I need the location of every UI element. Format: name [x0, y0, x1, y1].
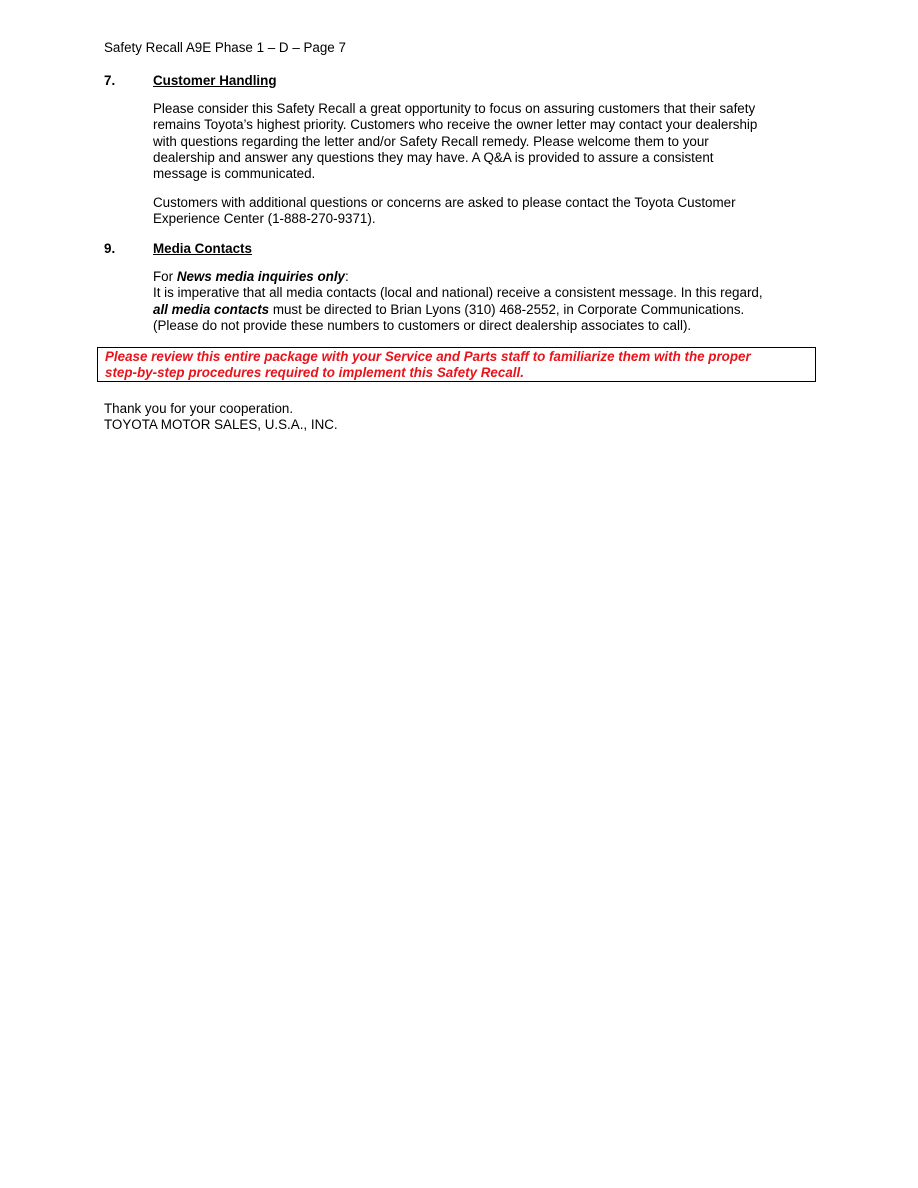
- customer-handling-paragraph-1: [153, 101, 818, 182]
- media-line-1: It is imperative that all media contacts (local and national) receive a consistent message. In this regard,: [153, 285, 763, 301]
- closing: [104, 401, 338, 434]
- notice-box: [97, 347, 816, 382]
- closing-thanks: Thank you for your cooperation.: [104, 401, 294, 416]
- notice-line: step-by-step procedures required to implement this Safety Recall.: [105, 365, 524, 381]
- paragraph-line: message is communicated.: [153, 166, 316, 182]
- inquiry-emphasis: News media inquiries only: [176, 269, 345, 284]
- paragraph-line: Experience Center (1-888-270-9371).: [153, 211, 376, 227]
- section-7-title: Customer Handling: [153, 73, 277, 88]
- section-9-number: 9.: [104, 241, 116, 256]
- inquiry-suffix: :: [345, 269, 349, 284]
- customer-handling-paragraph-2: [153, 195, 818, 228]
- media-line-3: (Please do not provide these numbers to customers or direct dealership associates to call).: [153, 317, 692, 333]
- paragraph-line: with questions regarding the letter and/or Safety Recall remedy. Please welcome them to your: [153, 133, 709, 149]
- section-9-title: Media Contacts: [153, 241, 252, 256]
- paragraph-line: dealership and answer any questions they may have. A Q&A is provided to assure a consistent: [153, 149, 714, 165]
- paragraph-line: remains Toyota’s highest priority. Customers who receive the owner letter may contact your dealership: [153, 117, 758, 133]
- inquiry-prefix: For: [153, 269, 177, 284]
- section-7-number: 7.: [104, 73, 116, 88]
- notice-line: Please review this entire package with your Service and Parts staff to familiarize them with the proper: [105, 349, 751, 364]
- media-line-2-rest: must be directed to Brian Lyons (310) 468-2552, in Corporate Communications.: [269, 301, 745, 317]
- media-emphasis: all media contacts: [153, 301, 270, 317]
- paragraph-line: Customers with additional questions or concerns are asked to please contact the Toyota Customer: [153, 195, 736, 210]
- media-contacts-paragraph: [153, 269, 818, 334]
- page-header: Safety Recall A9E Phase 1 – D – Page 7: [104, 40, 346, 55]
- media-line-2: [153, 302, 818, 318]
- paragraph-line: Please consider this Safety Recall a great opportunity to focus on assuring customers that their safety: [153, 101, 756, 116]
- closing-signature: TOYOTA MOTOR SALES, U.S.A., INC.: [104, 417, 338, 433]
- inquiry-line: [153, 269, 818, 285]
